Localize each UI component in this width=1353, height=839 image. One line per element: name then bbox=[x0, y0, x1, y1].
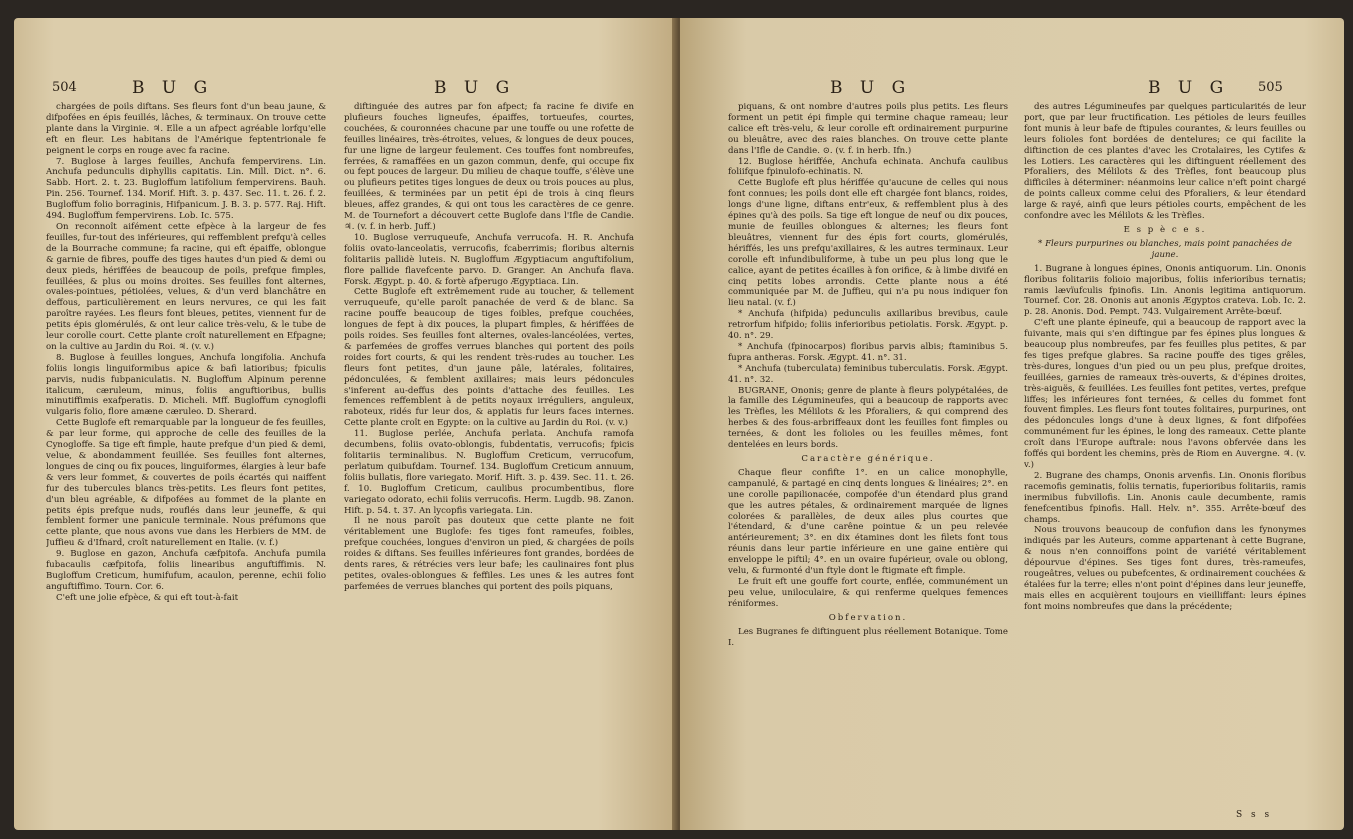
paragraph: Cette Buglofe eft remarquable par la longueur de fes feuilles, & par leur forme, qui approche de celle des feuilles de la Cynogloffe. Sa tige eft fimple, haute prefque d'un pied & demi, velue, & abondamment feuillée. Ses feuilles font alternes, longues de cinq ou fix pouces, linguiformes, élargies à leur bafe & vers leur fommet, & couvertes de poils écartés qui naiffent fur des tubercules blancs très-petits. Les fleurs font petites, d'un bleu agréable, & difpofées au fommet de la plante en petits épis prefque nuds, rouflés dans leur jeuneffe, & qui femblent former une panicule terminale. Nous préfumons que cette plante, que nous avons vue dans les Herbiers de MM. de Juffieu & d'Ifnard, croît naturellement en Italie. (v. f.) bbox=[46, 418, 326, 549]
left-column-1 bbox=[46, 102, 326, 814]
right-page-number: 505 bbox=[1258, 80, 1283, 95]
left-column-2 bbox=[344, 102, 634, 814]
paragraph: * Anchufa (tuberculata) feminibus tuberculatis. Forsk. Ægypt. 41. n°. 32. bbox=[728, 363, 1008, 385]
paragraph: E s p è c e s. bbox=[1123, 224, 1207, 235]
paragraph: 10. Buglose verruqueufe, Anchufa verrucofa. H. R. Anchufa foliis ovato-lanceolatis, verrucofis, fcaberrimis; floribus alternis folitariis pallidè luteis. N. Bugloffum Ægyptiacum anguftifolium, flore pallide flavefcente parvo. D. Granger. An Anchufa flava. Forsk. Ægypt. p. 40. & fortè afperugo Ægyptiaca. Lin. bbox=[344, 232, 634, 287]
paragraph: * Anchufa (fpinocarpos) floribus parvis albis; ftaminibus 5. fupra antheras. Forsk. Ægypt. 41. n°. 31. bbox=[728, 341, 1008, 363]
right-page bbox=[680, 18, 1344, 830]
right-column-2 bbox=[1024, 102, 1306, 814]
paragraph: Caractère générique. bbox=[801, 454, 935, 464]
paragraph: Nous trouvons beaucoup de confufion dans les fynonymes indiqués par les Auteurs, comme appartenant à cette Bugrane, & nous n'en connoiffons point de variété véritablement dépourvue d'épines. Ses tiges font dures, très-rameufes, rougeâtres, velues ou pubefcentes, & ordinairement couchées & étalées fur la terre; elles n'ont point d'épines dans leur jeuneffe, mais elles en acquièrent toujours en vieilliffant: leurs épines font moins nombreufes que dans la précédente; bbox=[1024, 525, 1306, 612]
paragraph: Le fruit eft une gouffe fort courte, enflée, communément un peu velue, uniloculaire, & qui renferme quelques femences réniformes. bbox=[728, 576, 1008, 609]
left-running-head-right: B U G bbox=[434, 78, 516, 98]
paragraph: 11. Buglose perlée, Anchufa perlata. Anchufa ramofa decumbens, foliis ovato-oblongis, fubdentatis, verrucofis; fpicis folitariis terminalibus. N. Bugloffum Creticum, verrucofum, perlatum quibufdam. Tournef. 134. Bugloffum Creticum annuum, foliis bullatis, flore variegato. Morif. Hift. 3. p. 439. Sec. 11. t. 26. f. 10. Bugloffum Creticum, caulibus procumbentibus, flore variegato odorato, echii foliis verrucofis. Herm. Lugdb. 98. Zanon. Hift. p. 54. t. 37. An lycopfis variegata. Lin. bbox=[344, 429, 634, 516]
paragraph: On reconnoît aifément cette efpèce à la largeur de fes feuilles, fur-tout des inférieures, qui reffemblent prefqu'à celles de la Bourrache commune; fa racine, qui eft épaiffe, oblongue & garnie de fibres, pouffe des tiges hautes d'un pied & demi ou deux pieds, hériffées de beaucoup de poils, prefque fimples, feuillées, & plus ou moins droites. Ses feuilles font alternes, ovales-pointues, pétiolées, velues, & d'un verd blanchâtre en deffous, particulièrement en leurs nervures, ce qui les fait paroître rayées. Les fleurs font bleues, petites, viennent fur de petits épis glomérulés, & ont leur calice très-velu, & le tube de leur corolle court. Cette plante croît naturellement en Efpagne; on la cultive au Jardin du Roi. ♃. (v. v.) bbox=[46, 221, 326, 352]
paragraph: Cette Buglofe eft plus hériffée qu'aucune de celles qui nous font connues; les poils dont elle eft chargée font blancs, roides, longs d'une ligne, diftans entr'eux, & reffemblent plus à des épines qu'à des poils. Sa tige eft longue de neuf ou dix pouces, munie de feuilles oblongues & alternes; les fleurs font bleuâtres, viennent fur des épis fort courts, glomérulés, hériffés, les uns prefqu'axillaires, & les autres terminaux. Leur corolle eft infundibuliforme, à tube un peu plus long que le calice, ayant de petites écailles à fon orifice, & à limbe divifé en cinq petits lobes arrondis. Cette plante nous a été communiquée par M. de Juffieu, qui n'a pu nous indiquer fon lieu natal. (v. f.) bbox=[728, 178, 1008, 309]
paragraph: diftinguée des autres par fon afpect; fa racine fe divife en plufieurs fouches ligneufes, épaiffes, tortueufes, courtes, couchées, & couronnées chacune par une touffe ou une rofette de feuilles linéaires, très-étroites, velues, & longues de deux pouces, fur une ligne de largeur feulement. Ces touffes font nombreufes, ferrées, & ramaffées en un gazon commun, denfe, qui occupe fix ou fept pouces de largeur. Du milieu de chaque touffe, s'élève une ou plufieurs petites tiges longues de deux ou trois pouces au plus, feuillées, & terminées par un petit épi de trois à cinq fleurs bleues, affez grandes, & qui ont tous les caractères de ce genre. M. de Tournefort a découvert cette Buglofe dans l'Ifle de Candie. ♃. (v. f. in herb. Juff.) bbox=[344, 102, 634, 232]
paragraph: BUGRANE, Ononis; genre de plante à fleurs polypétalées, de la famille des Légumineufes, qui a beaucoup de rapports avec les Trèfles, les Mélilots & les Pforaliers, & qui comprend des herbes & des fous-arbriffeaux dont les feuilles font fimples ou ternées, & dont les folioles ou les feuilles mêmes, font dentelées en leurs bords. bbox=[728, 385, 1008, 451]
paragraph: 7. Buglose à larges feuilles, Anchufa fempervirens. Lin. Anchufa pedunculis diphyllis capitatis. Lin. Mill. Dict. n°. 6. Sabb. Hort. 2. t. 23. Bugloffum latifolium fempervirens. Bauh. Pin. 256. Tournef. 134. Morif. Hift. 3. p. 437. Sec. 11. t. 26. f. 2. Bugloffum folio borraginis, Hifpanicum. J. B. 3. p. 577. Raj. Hift. 494. Bugloffum fempervirens. Lob. Ic. 575. bbox=[46, 156, 326, 222]
paragraph: Obfervation. bbox=[828, 612, 908, 623]
paragraph: 8. Buglose à feuilles longues, Anchufa longifolia. Anchufa foliis longis linguiformibus apice & bafi latioribus; fpiculis parvis, nudis fubpaniculatis. N. Bugloffum Alpinum perenne italicum, cæruleum, minus, foliis anguftioribus, bullis minutiffimis exafperatis. D. Micheli. Mff. Bugloffum cynoglofli vulgaris folio, flore amæne cæruleo. D. Sherard. bbox=[46, 352, 326, 418]
right-running-head-right: B U G bbox=[1148, 78, 1230, 98]
paragraph: * Anchufa (hifpida) pedunculis axillaribus brevibus, caule retrorfum hifpido; foliis inferioribus petiolatis. Forsk. Ægypt. p. 40. n°. 29. bbox=[728, 309, 1008, 342]
paragraph: C'eft une jolie efpèce, & qui eft tout-à-fait bbox=[56, 592, 239, 603]
paragraph: Les Bugranes fe diftinguent plus réellement Botanique. Tome I. bbox=[728, 626, 1008, 648]
paragraph: chargées de poils diftans. Ses fleurs font d'un beau jaune, & difpofées en épis feuillés, lâches, & terminaux. On trouve cette plante dans la Virginie. ♃. Elle a un afpect agréable lorfqu'elle eft en fleur. Les habitans de l'Amérique feptentrionale fe peignent le corps en rouge avec fa racine. bbox=[46, 102, 326, 156]
left-page bbox=[14, 18, 678, 830]
signature-mark: S s s bbox=[1236, 810, 1273, 820]
paragraph: 2. Bugrane des champs, Ononis arvenfis. Lin. Ononis floribus racemofis geminatis, foliis ternatis, fuperioribus folitariis, ramis inermibus fubvillofis. Lin. Anonis caule decumbente, ramis fenefcentibus fpinofis. Hall. Helv. n°. 355. Arrête-bœuf des champs. bbox=[1024, 470, 1306, 525]
left-running-head-left: B U G bbox=[132, 78, 214, 98]
right-column-1 bbox=[728, 102, 1008, 814]
paragraph: 12. Buglose hériffée, Anchufa echinata. Anchufa caulibus foliifque fpinulofo-echinatis. N. bbox=[728, 156, 1008, 178]
paragraph: piquans, & ont nombre d'autres poils plus petits. Les fleurs forment un petit épi fimple qui termine chaque rameau; leur calice eft très-velu, & leur corolle eft ordinairement purpurine ou bleuâtre, avec des raies blanches. On trouve cette plante dans l'Ifle de Candie. ⊙. (v. f. in herb. Ifn.) bbox=[728, 102, 1008, 156]
right-running-head-left: B U G bbox=[830, 78, 912, 98]
paragraph: * Fleurs purpurines ou blanches, mais point panachées de jaune. bbox=[1038, 238, 1292, 260]
paragraph: 1. Bugrane à longues épines, Ononis antiquorum. Lin. Ononis floribus folitariis folioio majoribus, foliis inferioribus ternatis; ramis lævïufculis fpinofis. Lin. Anonis legitima antiquorum. Tournef. Cor. 28. Ononis aut anonis Ægyptos crateva. Lob. Ic. 2. p. 28. Anonis. Dod. Pempt. 743. Vulgairement Arrête-bœuf. bbox=[1024, 263, 1306, 318]
paragraph: Il ne nous paroît pas douteux que cette plante ne foit véritablement une Buglofe: fes tiges font rameufes, foibles, prefque couchées, longues d'environ un pied, & chargées de poils roides & diftans. Ses feuilles inférieures font grandes, bordées de dents rares, & rétrécies vers leur bafe; les caulinaires font plus petites, ovales-oblongues & feffiles. Les unes & les autres font parfemées de verrues blanches qui portent des poils piquans, bbox=[344, 516, 634, 592]
paragraph: Chaque fleur confifte 1°. en un calice monophylle, campanulé, & partagé en cinq dents longues & linéaires; 2°. en une corolle papilionacée, compofée d'un étendard plus grand que les autres pétales, & ordinairement marquée de lignes colorées & parallèles, de deux ailes plus courtes que l'étendard, & d'une carêne pointue & un peu relevée antérieurement; 3°. en dix étamines dont les filets font tous réunis dans leur partie inférieure en une gaine entière qui enveloppe le piftil; 4°. en un ovaire fupérieur, ovale ou oblong, velu, & furmonté d'un ftyle dont le ftigmate eft fimple. bbox=[728, 467, 1008, 577]
paragraph: Cette Buglofe eft extrêmement rude au toucher, & tellement verruqueufe, qu'elle paroît panachée de verd & de blanc. Sa racine pouffe beaucoup de tiges foibles, prefque couchées, longues de fept à dix pouces, la plupart fimples, & hériffées de poils roides. Ses feuilles font alternes, ovales-lancéolées, vertes, & parfemées de groffes verrues blanches qui portent des poils roides fort courts, & qui les rendent très-rudes au toucher. Les fleurs font petites, d'un jaune pâle, latérales, folitaires, pédonculées, & femblent axillaires; mais leurs pédoncules s'inferent au-deffus des points d'attache des feuilles. Les femences reffemblent à de petits noyaux irréguliers, anguleux, raboteux, ridés fur leur dos, & applatis fur leurs faces internes. Cette plante croît en Egypte: on la cultive au Jardin du Roi. (v. v.) bbox=[344, 287, 634, 429]
left-page-number: 504 bbox=[52, 80, 77, 95]
paragraph: 9. Buglose en gazon, Anchufa cæfpitofa. Anchufa pumila fubacaulis cæfpitofa, foliis linearibus anguftiffimis. N. Bugloffum Creticum, humifufum, acaulon, perenne, echii folio anguftiffimo. Tourn. Cor. 6. bbox=[46, 549, 326, 592]
paragraph: des autres Légumineufes par quelques particularités de leur port, que par leur fructification. Les pétioles de leurs feuilles font munis à leur bafe de ftipules courantes, & leurs feuilles ou leurs folioles font bordées de dentelures; ce qui facilite la diftinction de ces plantes d'avec les Crotalaires, les Cytifes & les Lotiers. Les caractères qui les diftinguent réellement des Pforaliers, des Mélilots & des Trèfles, font beaucoup plus difficiles à déterminer: néanmoins leur calice n'eft point chargé de points calleux comme celui des Pforaliers, & leur étendard large & rayé, ainfi que leurs pétioles courts, empêchent de les confondre avec les Mélilots & les Trèfles. bbox=[1024, 102, 1306, 222]
paragraph: C'eft une plante épineufe, qui a beaucoup de rapport avec la fuivante, mais qui s'en diftingue par fes épines plus longues & beaucoup plus nombreufes, par fes feuilles plus petites, & par fes tiges prefque glabres. Sa racine pouffe des tiges grêles, très-dures, longues d'un pied ou un peu plus, prefque droites, feuillées, garnies de rameaux très-ouverts, & d'épines droites, très-aiguës, & feuillées. Les feuilles font petites, vertes, prefque liffes; les inférieures font ternées, & celles du fommet font fouvent fimples. Les fleurs font toutes folitaires, purpurines, ont des pédoncules longs d'une à deux lignes, & font difpofées communément fur les épines, le long des rameaux. Cette plante croît dans l'Europe auftrale: nous l'avons obfervée dans les foffés qui bordent les chemins, près de Riom en Auvergne. ♃. (v. v.) bbox=[1024, 318, 1306, 470]
